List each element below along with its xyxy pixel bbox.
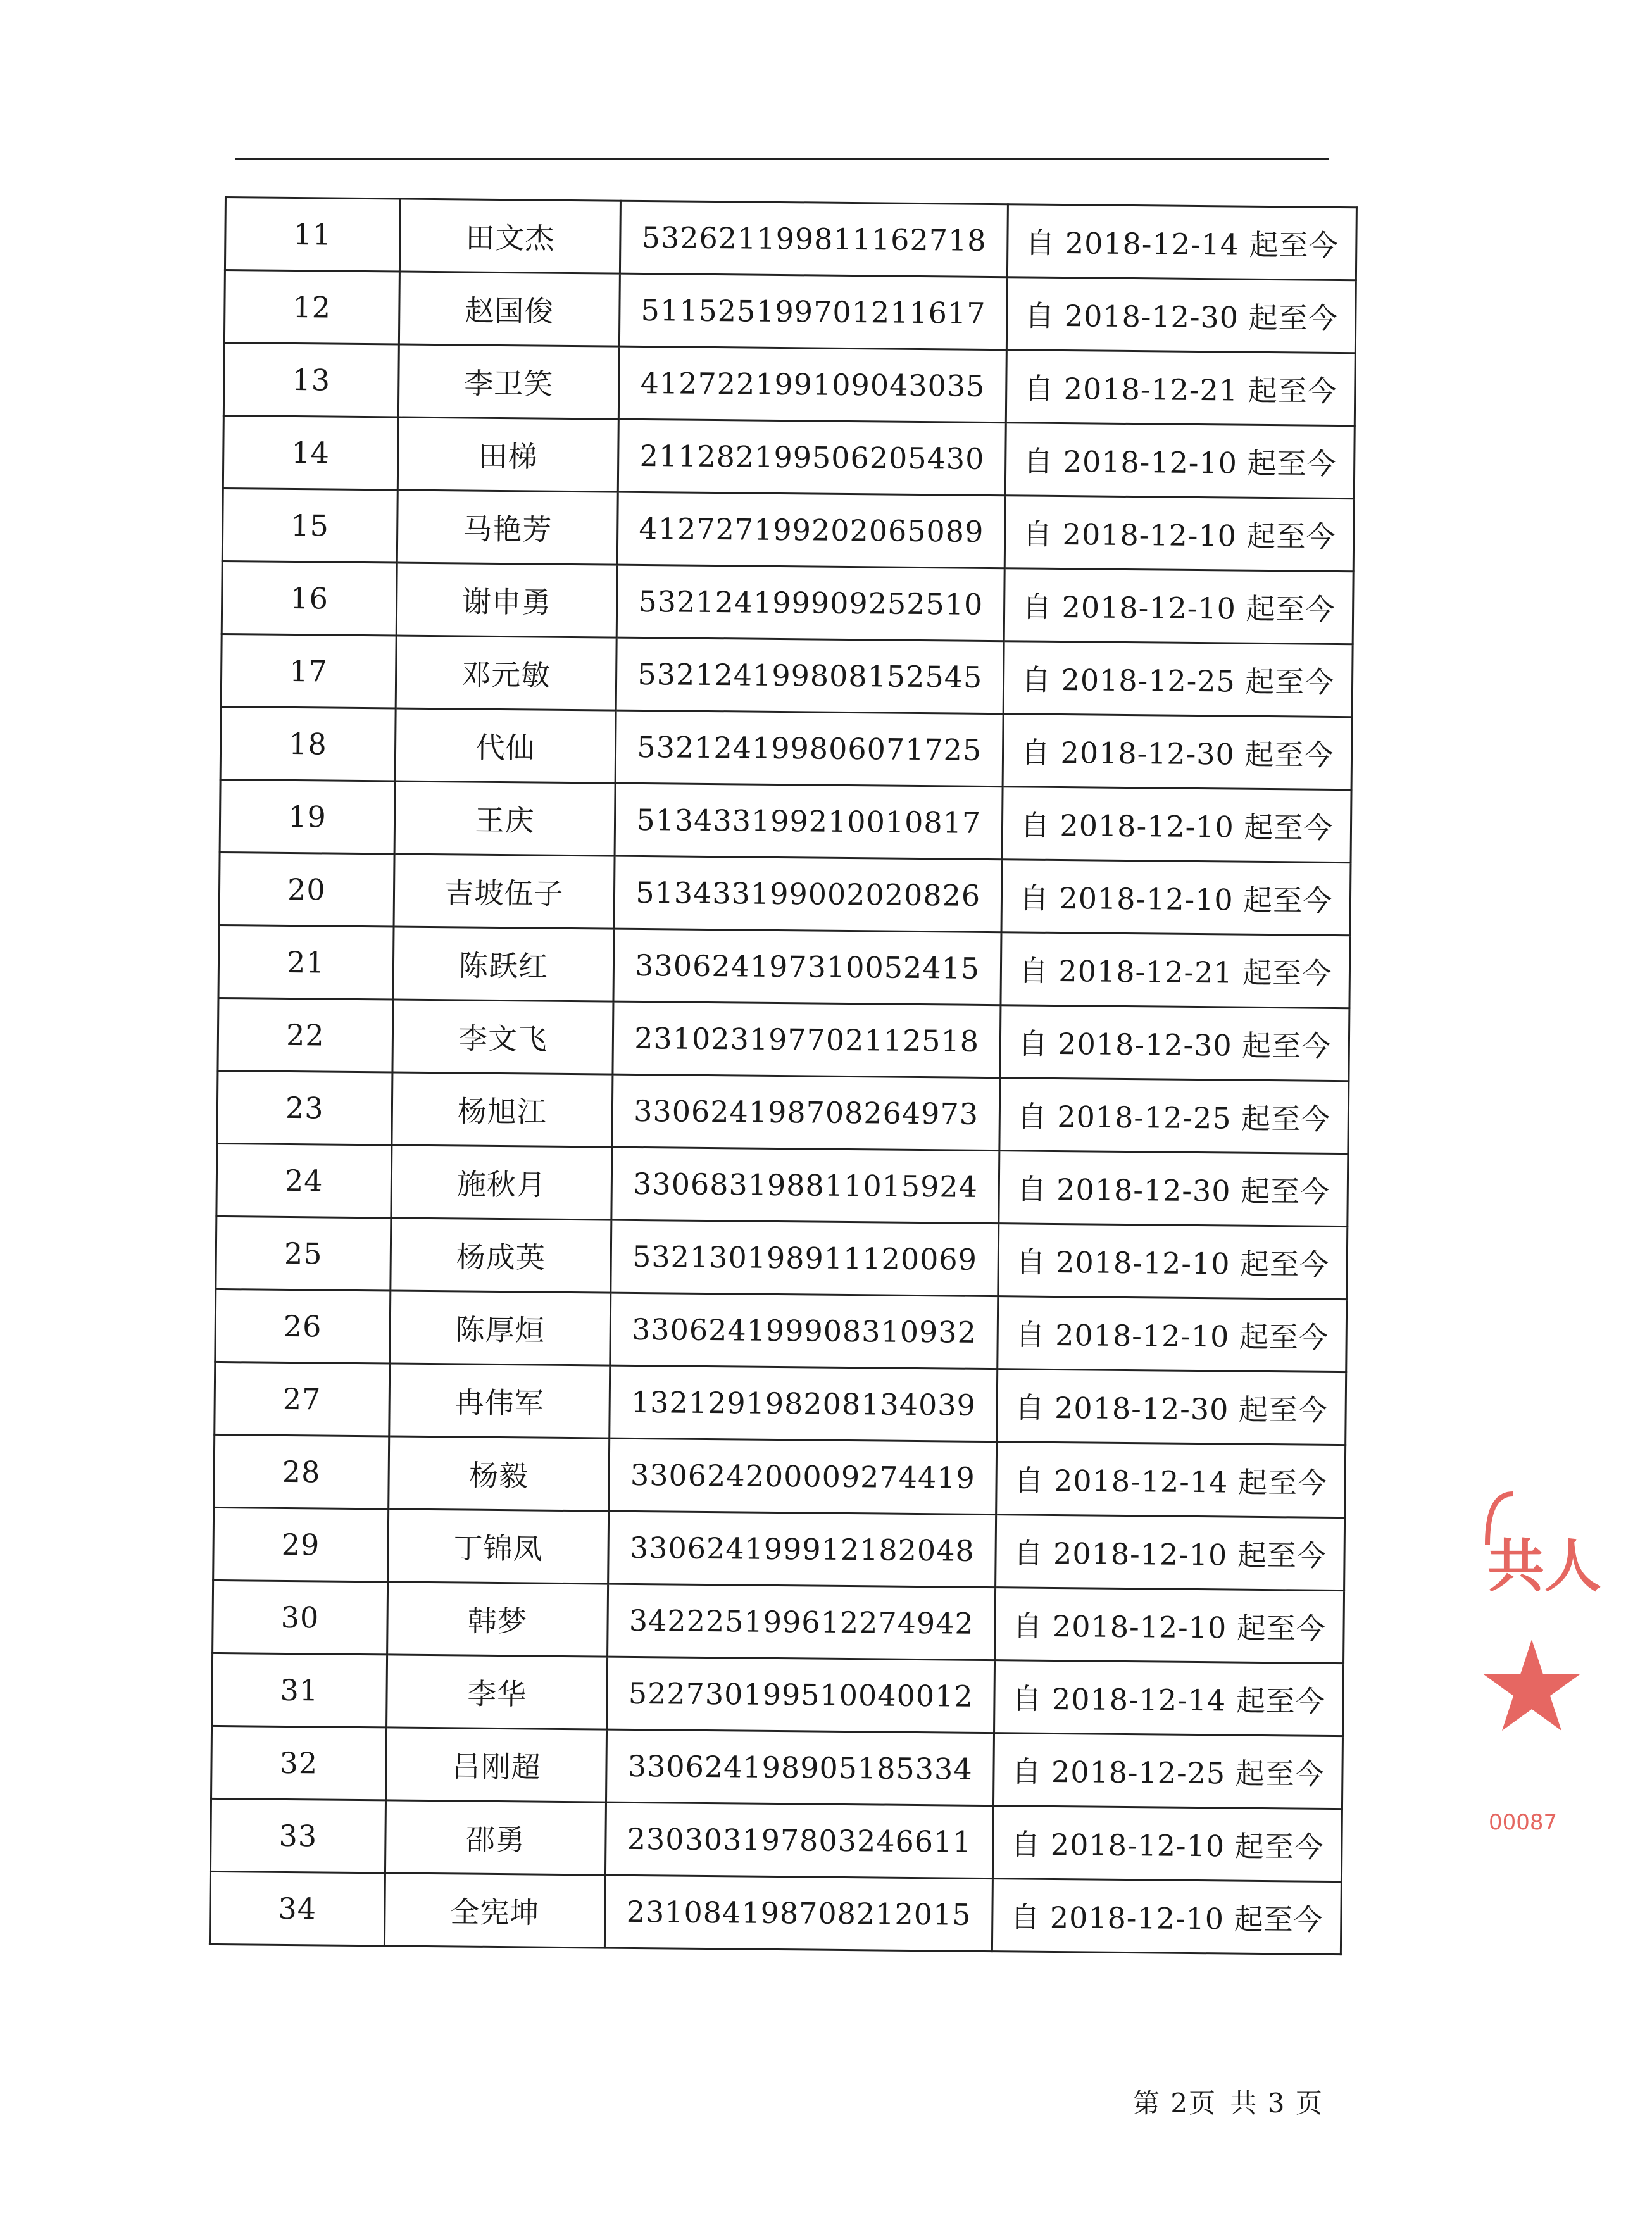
id-number: 513433199002020826 <box>614 856 1002 932</box>
employee-name: 施秋月 <box>391 1145 612 1220</box>
employment-period: 自 2018-12-10 起至今 <box>998 1224 1348 1300</box>
employee-name: 陈跃红 <box>393 927 614 1001</box>
table-row <box>218 998 1349 1081</box>
employee-name: 田梯 <box>397 417 618 492</box>
header-rule <box>235 158 1329 160</box>
employment-period: 自 2018-12-10 起至今 <box>993 1806 1342 1882</box>
table-row <box>212 1653 1344 1736</box>
row-number: 34 <box>210 1871 385 1945</box>
row-number: 12 <box>224 270 399 344</box>
employment-period: 自 2018-12-25 起至今 <box>999 1078 1349 1154</box>
table-row <box>214 1434 1346 1517</box>
id-number: 342225199612274942 <box>608 1584 996 1660</box>
employment-period: 自 2018-12-25 起至今 <box>1003 641 1353 717</box>
employment-period: 自 2018-12-10 起至今 <box>995 1588 1344 1664</box>
id-number: 231084198708212015 <box>605 1875 993 1952</box>
row-number: 28 <box>214 1434 389 1508</box>
employment-period: 自 2018-12-21 起至今 <box>1006 350 1356 426</box>
employment-period: 自 2018-12-10 起至今 <box>996 1515 1345 1591</box>
row-number: 31 <box>212 1653 387 1727</box>
row-number: 16 <box>222 561 397 635</box>
row-number: 23 <box>217 1070 392 1144</box>
id-number: 532124199808152545 <box>616 637 1004 714</box>
row-number: 25 <box>216 1216 391 1290</box>
employment-period: 自 2018-12-14 起至今 <box>994 1660 1344 1736</box>
employee-name: 赵国俊 <box>399 272 620 346</box>
employment-period: 自 2018-12-21 起至今 <box>1001 932 1350 1008</box>
page-total: 共 3 页 <box>1230 2088 1323 2119</box>
id-number: 532124199909252510 <box>616 565 1004 641</box>
id-number: 511525199701211617 <box>620 273 1008 350</box>
row-number: 17 <box>221 634 396 708</box>
employment-period: 自 2018-12-10 起至今 <box>992 1879 1342 1955</box>
table-row <box>215 1362 1346 1445</box>
employee-name: 谢申勇 <box>396 563 617 637</box>
id-number: 330683198811015924 <box>611 1147 999 1224</box>
id-number: 522730199510040012 <box>607 1657 995 1733</box>
employee-name: 邵勇 <box>385 1800 606 1875</box>
table-row <box>222 561 1353 644</box>
table-row <box>216 1143 1348 1226</box>
employment-period: 自 2018-12-30 起至今 <box>1000 1005 1349 1081</box>
employee-name: 冉伟军 <box>389 1364 610 1438</box>
table-row <box>216 1216 1348 1299</box>
table-row <box>223 415 1355 498</box>
employment-period: 自 2018-12-10 起至今 <box>1004 568 1353 644</box>
employee-name: 陈厚烜 <box>390 1291 611 1365</box>
employee-name: 杨成英 <box>391 1218 611 1293</box>
id-number: 330624199908310932 <box>610 1293 998 1369</box>
employee-name: 代仙 <box>395 708 616 783</box>
employment-period: 自 2018-12-10 起至今 <box>1002 787 1351 863</box>
employee-name: 吕刚超 <box>385 1728 606 1802</box>
id-number: 330624198708264973 <box>612 1074 1000 1151</box>
employment-period: 自 2018-12-25 起至今 <box>994 1733 1343 1809</box>
row-number: 29 <box>213 1507 389 1581</box>
table-row <box>211 1726 1343 1809</box>
seal-code: 00087 <box>1489 1810 1558 1835</box>
table-row <box>225 198 1356 280</box>
employee-name: 李华 <box>386 1655 607 1729</box>
row-number: 26 <box>215 1289 391 1363</box>
table-row <box>221 634 1353 717</box>
table-row <box>213 1580 1344 1663</box>
employee-name: 韩梦 <box>387 1582 608 1657</box>
row-number: 22 <box>218 998 393 1072</box>
table-row <box>218 925 1350 1008</box>
id-number: 513433199210010817 <box>615 783 1003 860</box>
id-number: 330624200009274419 <box>609 1438 997 1515</box>
id-number: 412722199109043035 <box>619 346 1007 423</box>
table-row <box>210 1871 1341 1954</box>
id-number: 211282199506205430 <box>618 419 1006 496</box>
employee-name: 李文飞 <box>392 1000 613 1074</box>
row-number: 18 <box>220 706 396 781</box>
table-row <box>213 1507 1345 1590</box>
employee-name: 吉坡伍子 <box>394 854 615 929</box>
employee-name: 邓元敏 <box>396 636 616 710</box>
row-number: 11 <box>225 198 400 272</box>
row-number: 30 <box>213 1580 388 1654</box>
employee-table <box>209 196 1358 1955</box>
employment-period: 自 2018-12-14 起至今 <box>996 1442 1346 1518</box>
employee-table-body <box>210 198 1356 1955</box>
row-number: 19 <box>220 779 395 853</box>
table-row <box>223 343 1355 426</box>
employee-name: 马艳芳 <box>397 490 618 565</box>
employee-name: 全宪坤 <box>384 1873 605 1948</box>
row-number: 14 <box>223 415 398 489</box>
id-number: 532124199806071725 <box>615 710 1003 787</box>
table-row <box>220 706 1352 789</box>
employee-name: 田文杰 <box>399 199 620 273</box>
id-number: 330624198905185334 <box>606 1729 994 1806</box>
employment-period: 自 2018-12-30 起至今 <box>999 1151 1348 1227</box>
row-number: 24 <box>216 1143 392 1217</box>
id-number: 330624197310052415 <box>613 929 1001 1005</box>
employment-period: 自 2018-12-14 起至今 <box>1008 204 1357 280</box>
row-number: 13 <box>223 343 399 417</box>
employee-name: 丁锦凤 <box>387 1509 608 1584</box>
employment-period: 自 2018-12-10 起至今 <box>1001 860 1351 936</box>
table-row <box>215 1289 1347 1372</box>
id-number: 532621199811162718 <box>620 201 1008 277</box>
id-number: 412727199202065089 <box>617 492 1005 568</box>
row-number: 15 <box>222 488 397 562</box>
table-row <box>220 779 1351 862</box>
table-row <box>217 1070 1349 1153</box>
employment-period: 自 2018-12-10 起至今 <box>1004 496 1354 572</box>
employment-period: 自 2018-12-10 起至今 <box>998 1296 1347 1372</box>
seal-text: 共人 <box>1487 1533 1601 1600</box>
page-number: 第 2页 <box>1133 2088 1217 2119</box>
id-number: 132129198208134039 <box>610 1365 998 1442</box>
row-number: 32 <box>211 1726 387 1800</box>
employment-period: 自 2018-12-30 起至今 <box>997 1369 1346 1445</box>
employment-period: 自 2018-12-30 起至今 <box>1003 714 1352 790</box>
official-seal-partial <box>1462 1456 1652 1836</box>
row-number: 21 <box>218 925 394 999</box>
seal-star-icon <box>1484 1640 1580 1731</box>
row-number: 33 <box>210 1798 385 1872</box>
employee-name: 李卫笑 <box>398 344 619 419</box>
employee-name: 杨旭江 <box>392 1072 613 1147</box>
id-number: 330624199912182048 <box>608 1511 996 1588</box>
id-number: 230303197803246611 <box>606 1802 994 1879</box>
table-row <box>210 1798 1342 1881</box>
employment-period: 自 2018-12-10 起至今 <box>1005 423 1355 499</box>
table-row <box>224 270 1356 353</box>
row-number: 27 <box>215 1362 390 1436</box>
table-row <box>219 852 1351 935</box>
id-number: 231023197702112518 <box>613 1001 1001 1078</box>
id-number: 532130198911120069 <box>611 1220 999 1296</box>
row-number: 20 <box>219 852 394 926</box>
employee-name: 王庆 <box>394 781 615 856</box>
page-footer <box>1133 2083 1327 2121</box>
table-row <box>222 488 1354 571</box>
employee-name: 杨毅 <box>388 1436 609 1511</box>
employment-period: 自 2018-12-30 起至今 <box>1007 277 1356 353</box>
